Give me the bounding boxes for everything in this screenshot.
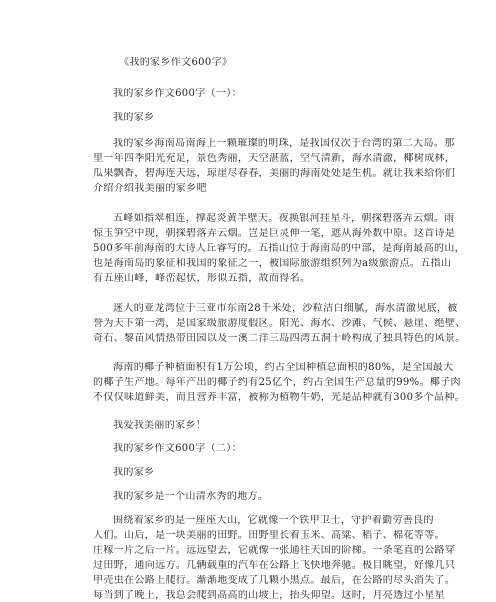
paragraph-line: 每当到了晚上，我总会爬到高高的山坡上，抬头仰望。这时，月亮透过小星星 bbox=[93, 590, 445, 601]
paragraph-line: 也是海南岛的象征和我国的象征之一，被国际旅游组织列为a级旅游点。五指山 bbox=[93, 258, 452, 269]
paragraph-line: 500多年前海南的大诗人丘睿写的。五指山位于海南岛的中部，是海南最高的山， bbox=[93, 243, 466, 254]
paragraph-line: 瓜果飘香，碧海连天远，琼崖尽春春，美丽的海南处处是生机。就让我来给你们 bbox=[93, 168, 456, 179]
paragraph-line: 奇石、黎苗风情热带田园以及一溪二洋三岛四湾五洞十岭构成了独具特色的风景。 bbox=[93, 333, 466, 344]
section-heading: 我的家乡作文600字（二）： bbox=[113, 443, 242, 454]
section-heading: 我的家乡作文600字（一）： bbox=[113, 88, 242, 99]
paragraph-line: 迷人的亚龙湾位于三亚市东南28千米处，沙粒洁白细腻，海水清澈见底，被 bbox=[113, 303, 458, 314]
paragraph-line: 里一年四季阳光充足，景色秀丽，天空湛蓝，空气清新，海水清澈，椰树成林， bbox=[93, 153, 456, 164]
section-subtitle: 我的家乡 bbox=[113, 467, 155, 478]
paragraph-line: 我的家乡海南岛南海上一颗璀璨的明珠，是我国仅次于台湾的第二大岛。那 bbox=[113, 138, 455, 149]
paragraph-line: 我的家乡是一个山清水秀的地方。 bbox=[113, 491, 269, 502]
paragraph-line: 甲壳虫在公路上爬行。渐渐地变成了几颗小黑点。最后，在公路的尽头消失了。 bbox=[93, 575, 456, 586]
paragraph-line: 人们。山后，是一块美丽的田野。田野里长着玉米、高粱、稻子、棉花等等。 bbox=[93, 530, 445, 541]
paragraph-line: 不仅仅味道鲜美，而且营养丰富，被称为植物牛奶，光是品种就有300多个品种。 bbox=[93, 392, 466, 403]
paragraph-line: 惊玉笋空中现，朝探碧落弄云烟。岂是巨灵伸一笔，遮从海外数中原。这首诗是 bbox=[93, 228, 456, 239]
section-subtitle: 我的家乡 bbox=[113, 112, 155, 123]
paragraph-line: 有五座山峰，峰峦起伏，形似五指，故而得名。 bbox=[93, 273, 311, 284]
paragraph-line: 庄稼一片之后一片。远远望去，它就像一张通往天国的阶梯。一条笔直的公路穿 bbox=[93, 545, 456, 556]
paragraph-line: 我爱我美丽的家乡！ bbox=[113, 420, 207, 431]
paragraph-line: 海南的椰子种植面积有1万公顷，约占全国种植总面积的80%，是全国最大 bbox=[113, 362, 454, 373]
paragraph-line: 过田野，通向远方。几辆载重的汽车在公路上飞快地奔驰。极目眺望，好像几只 bbox=[93, 560, 456, 571]
paragraph-line: 的椰子生产地。每年产出的椰子约有25亿个，约占全国生产总量的99%。椰子肉 bbox=[93, 377, 461, 388]
paragraph-line: 誉为天下第一湾，是国家级旅游度假区。阳光、海水、沙滩、气候、悬崖、绝壁、 bbox=[93, 318, 466, 329]
paragraph-line: 介绍介绍我美丽的家乡吧 bbox=[93, 183, 207, 194]
document-title: 《我的家乡作文600字》 bbox=[119, 57, 233, 68]
paragraph-line: 围绕着家乡的是一座座大山，它就像一个铁甲卫士，守护着勤劳善良的 bbox=[113, 515, 434, 526]
paragraph-line: 五峰如指翠相连，撑起炎黄半壁天。夜换银河挂星斗，朝探碧落弄云烟。雨 bbox=[113, 213, 455, 224]
